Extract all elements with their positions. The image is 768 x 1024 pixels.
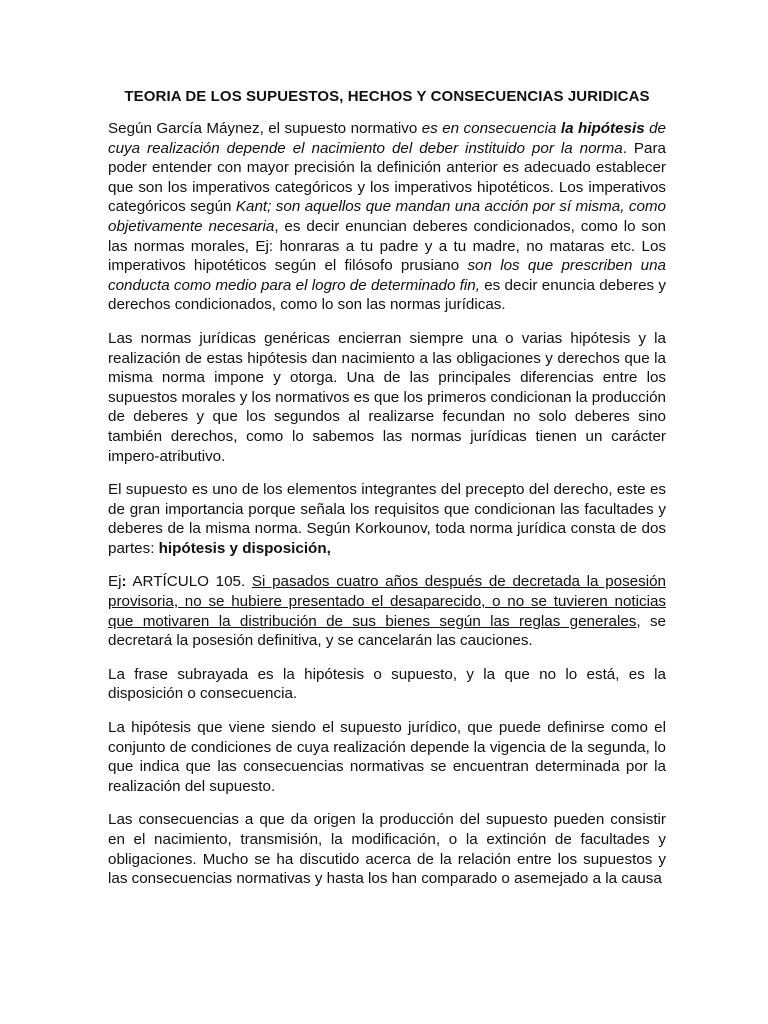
p3-text-a: El supuesto es uno de los elementos integrantes del precepto del derecho, este es de gran importancia porque señala los requisitos que condicionan las facultades y deberes de la misma norma. Según Korkounov, toda norma jurídica consta de dos partes: [108,481,666,557]
document-title: TEORIA DE LOS SUPUESTOS, HECHOS Y CONSECUENCIAS JURIDICAS [124,88,650,105]
paragraph-5: La frase subrayada es la hipótesis o supuesto, y la que no lo está, es la disposición o consecuencia. [108,665,666,703]
paragraph-6: La hipótesis que viene siendo el supuesto jurídico, que puede definirse como el conjunto de condiciones de cuya realización depende la vigencia de la segunda, lo que indica que las consecuencias normativas se encuentran determinada por la realización del supuesto. [108,719,666,795]
p1-text-g: , es decir enuncian deberes condicionados, como lo son las normas morales, Ej: honraras a tu padre y a tu madre, no mataras etc. Los imperativos hipotéticos según el filósofo prusiano [108,217,666,275]
p3-bold-b: hipótesis y disposición, [158,539,331,557]
p1-text-a: Según García Máynez, el supuesto normativo [108,120,422,137]
p4-bold-colon: : [121,573,127,591]
p1-italic-h: son los que prescriben una conducta como medio para el logro de determinado fin, [108,257,666,294]
p1-italic-d: de cuya realización depende el nacimiento del deber instituido por la norma [108,120,666,157]
paragraph-1 [108,119,666,315]
paragraph-4 [108,572,666,650]
p1-italic-f: Kant; son aquellos que mandan una acción por sí misma, como objetivamente necesaria [108,198,666,235]
p1-text-e: . Para poder entender con mayor precisión la definición anterior es adecuado establecer que son los imperativos categóricos y los imperativos hipotéticos. Los imperativos categóricos según [108,139,666,216]
p4-text-e: , se decretará la posesión definitiva, y se cancelarán las cauciones. [108,612,666,650]
paragraph-3 [108,480,666,558]
p4-underlined-hypothesis: Si pasados cuatro años después de decretada la posesión provisoria, no se hubiere presentado el desaparecido, o no se tuvieren noticias que motivaren la distribución de sus bienes según las reglas generales [108,573,666,630]
p4-text-c: ARTÍCULO 105. [126,573,252,591]
p1-bold-italic-c: la hipótesis [560,120,645,137]
paragraph-7: Las consecuencias a que da origen la producción del supuesto pueden consistir en el nacimiento, transmisión, la modificación, o la extinción de facultades y obligaciones. Mucho se ha discutido acerca de la relación entre los supuestos y las consecuencias normativas y hasta los han comparado o asemejado a la causa [108,811,666,888]
paragraph-2: Las normas jurídicas genéricas encierran siempre una o varias hipótesis y la realización de estas hipótesis dan nacimiento a las obligaciones y derechos que la misma norma impone y otorga. Una de las principales diferencias entre los supuestos morales y los normativos es que los primeros condicionan la producción de deberes y que los segundos al realizarse fecundan no solo deberes sino también derechos, como lo sabemos las normas jurídicas tienen un carácter impero-atributivo. [108,329,666,465]
p4-text-a: Ej [108,573,122,591]
p1-italic-b: es en consecuencia [421,120,561,137]
p1-text-i: es decir enuncia deberes y derechos condicionados, como lo son las normas jurídicas. [108,276,666,314]
